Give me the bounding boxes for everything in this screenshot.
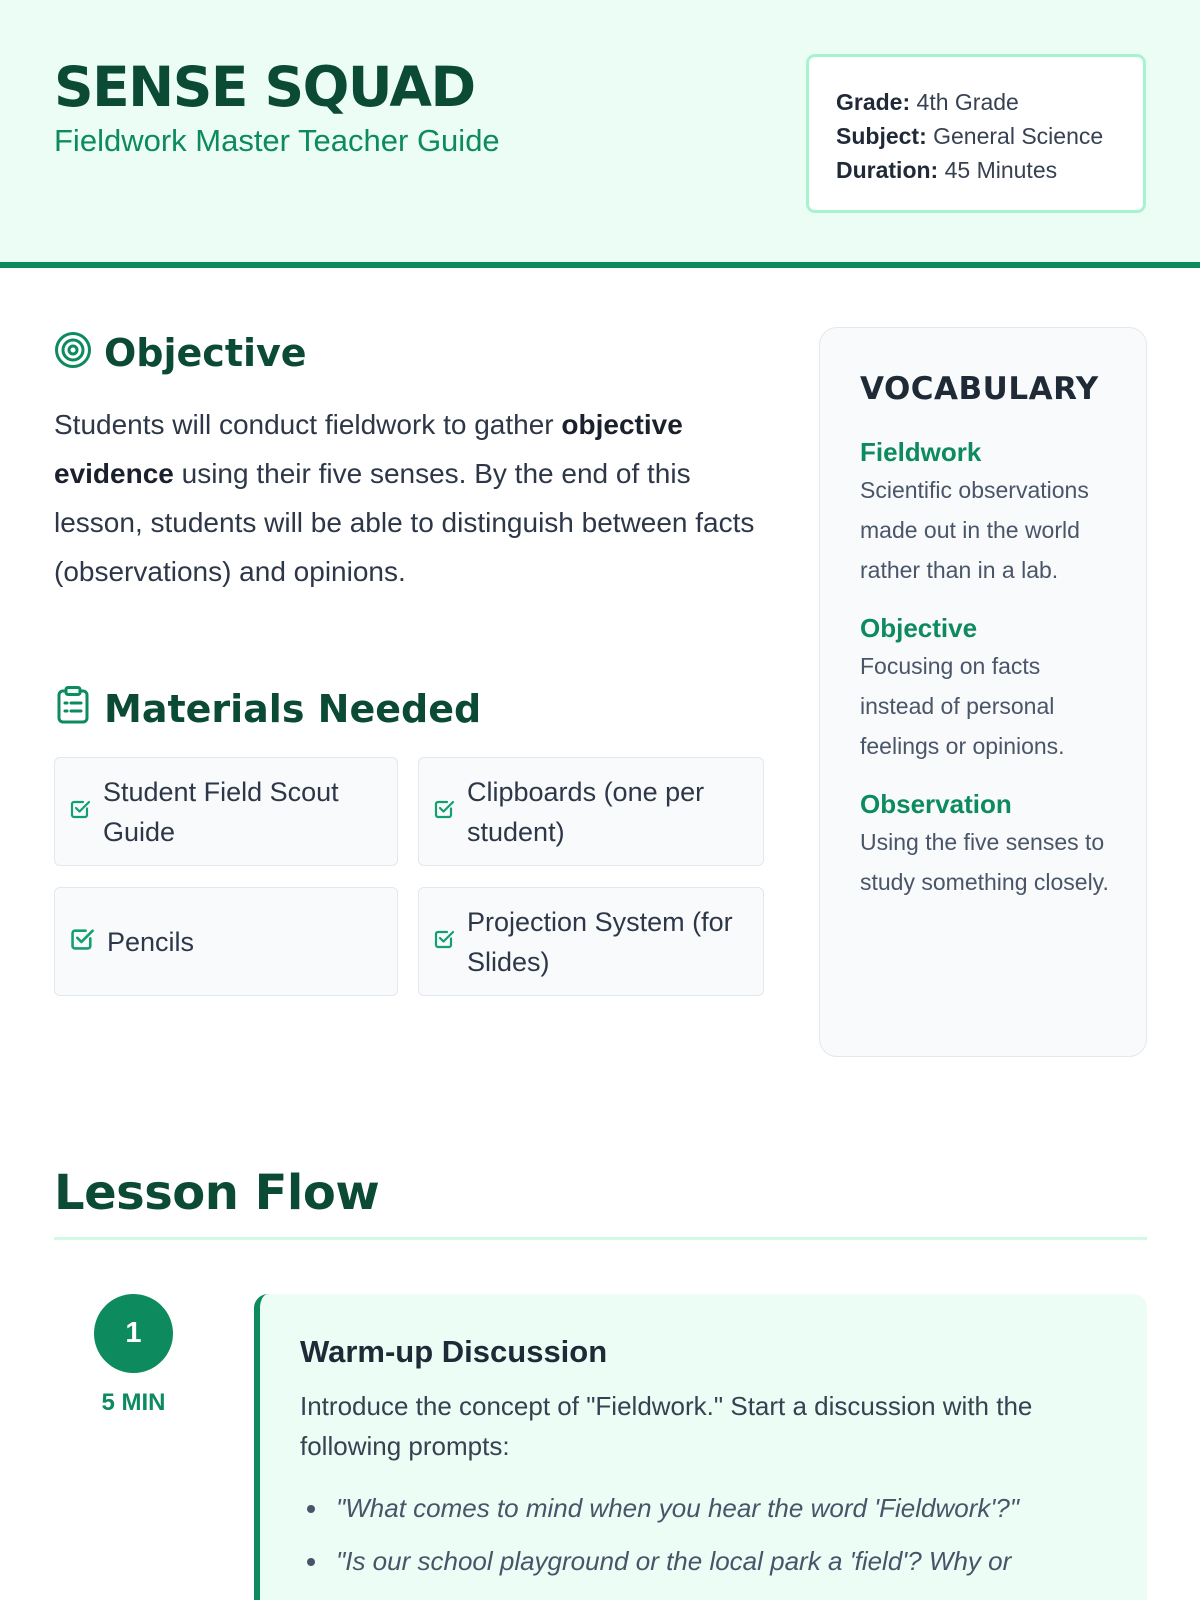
page-header [0,0,1200,268]
meta-subject [836,119,1143,153]
checkbox-icon [433,798,455,825]
meta-grade-label: Grade: [836,89,911,115]
objective-title: Objective [104,331,307,375]
discussion-prompt: "What comes to mind when you hear the word 'Fieldwork'?" [300,1488,1147,1528]
vocab-definition: Focusing on facts instead of personal feelings or opinions. [860,653,1065,759]
objective-text-part: using their five senses. By the end of this lesson, students will be able to distinguish between facts (observations) and opinions. [54,458,755,587]
vocab-term: Fieldwork [860,437,982,467]
meta-subject-label: Subject: [836,123,927,149]
vocabulary-title: VOCABULARY [860,371,1099,407]
page-subtitle: Fieldwork Master Teacher Guide [54,123,500,158]
material-label: Student Field Scout Guide [103,776,339,847]
objective-text [54,400,774,596]
material-item [54,757,398,866]
brand [54,52,500,160]
lesson-flow-title: Lesson Flow [54,1165,380,1221]
clipboard-icon [54,685,104,739]
page-title: SENSE SQUAD [54,55,475,119]
lesson-meta-card [806,54,1146,213]
objective-heading [54,326,307,383]
vocab-definition: Scientific observations made out in the world rather than in a lab. [860,477,1089,583]
meta-grade [836,85,1143,119]
meta-grade-value: 4th Grade [910,89,1019,115]
meta-subject-value: General Science [926,123,1104,149]
lesson-step-card [254,1294,1147,1600]
objective-text-part: Students will conduct fieldwork to gather [54,409,562,440]
step-duration: 5 MIN [101,1389,166,1416]
section-divider [54,1237,1147,1240]
vocabulary-panel [819,327,1147,1057]
material-item [418,887,764,996]
vocab-term: Observation [860,789,1012,819]
meta-duration-label: Duration: [836,157,939,183]
step-number-badge: 1 [94,1294,173,1373]
materials-title: Materials Needed [104,687,482,731]
discussion-prompt: "Is our school playground or the local park a 'field'? Why or [300,1541,1147,1581]
material-item [54,887,398,996]
checkbox-icon [433,928,455,955]
meta-duration [836,153,1143,187]
step-title: Warm-up Discussion [300,1334,608,1369]
objective-text-emphasis: objective evidence [54,409,683,489]
vocab-definition: Using the five senses to study something closely. [860,829,1109,895]
checkbox-icon [69,926,95,957]
materials-heading [54,682,481,739]
material-label: Projection System (for Slides) [467,906,733,977]
meta-duration-value: 45 Minutes [938,157,1058,183]
vocab-term: Objective [860,613,978,643]
target-icon [54,329,104,383]
step-description: Introduce the concept of "Fieldwork." Start a discussion with the following prompts: [300,1391,1033,1461]
checkbox-icon [69,798,91,825]
material-label: Pencils [107,926,195,957]
material-item [418,757,764,866]
material-label: Clipboards (one per student) [467,776,705,847]
